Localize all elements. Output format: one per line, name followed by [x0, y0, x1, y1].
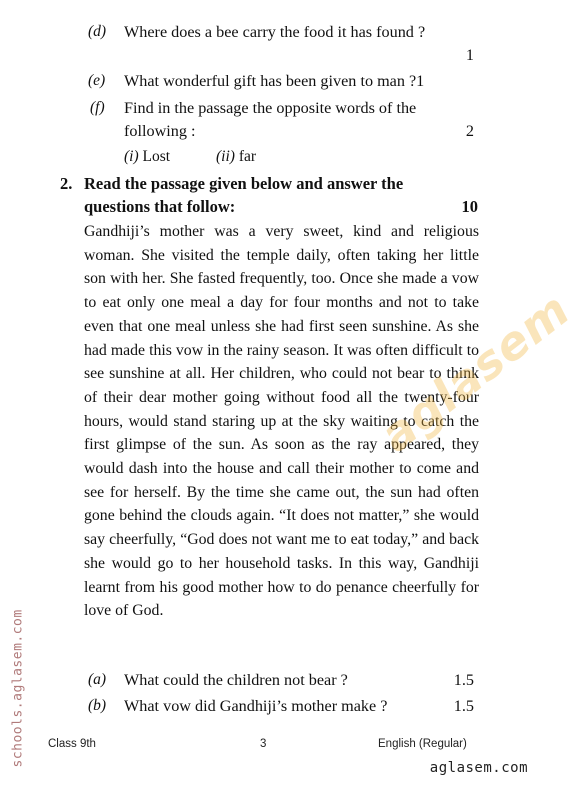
footer-subject: English (Regular) — [378, 738, 467, 750]
footer-class: Class 9th — [48, 738, 96, 750]
option-item — [216, 147, 256, 167]
section-number: 2. — [60, 174, 73, 193]
option-item — [124, 147, 170, 167]
subquestion-marks: 1.5 — [453, 697, 474, 715]
option-text: Lost — [142, 148, 171, 165]
question-label: (e) — [88, 72, 106, 89]
question-text-line2: following : — [124, 122, 196, 140]
question-text: What wonderful gift has been given to man ?1 — [124, 72, 425, 90]
passage-text: Gandhiji’s mother was a very sweet, kind and religious woman. She visited the temple daily, often taking her little son with her. She fasted frequently, too. Once she made a vow to eat only one meal a day for four months and not to take even that one meal unless she had first seen sunshine. As she had made this vow in the rainy season. It was often difficult to see sunshine at all. Her children, who could not bear to think of their dear mother going without food all the twenty-four hours, would stand staring up at the sky waiting to catch the first glimpse of the sun. As soon as the ray appeared, they would dash into the house and call their mother to come and see for herself. By the time she came out, the sun had often gone behind the clouds again. “It does not matter,” she would say cheerfully, “God does not want me to eat today,” and back she would go to her household tasks. In this way, Gandhiji learnt from his good mother how to do penance cheerfully for love of God. — [84, 223, 479, 620]
subquestion-text: What could the children not bear ? — [124, 671, 348, 689]
side-watermark: schools.aglasem.com — [10, 609, 26, 768]
subquestion-marks: 1.5 — [453, 671, 474, 689]
question-marks: 1 — [465, 46, 474, 64]
option-text: far — [238, 148, 257, 165]
subquestion-text: What vow did Gandhiji’s mother make ? — [124, 697, 388, 715]
option-label: (ii) — [216, 148, 235, 165]
question-text-line1: Find in the passage the opposite words of the — [124, 99, 417, 117]
section-marks: 10 — [461, 197, 478, 216]
bottom-watermark: aglasem.com — [429, 760, 528, 776]
option-label: (i) — [124, 148, 139, 165]
question-label: (f) — [90, 99, 105, 116]
subquestion-label: (a) — [88, 671, 107, 688]
question-text: Where does a bee carry the food it has found ? — [124, 23, 426, 41]
section-heading-line2: questions that follow: — [84, 197, 236, 216]
section-heading-line1: Read the passage given below and answer the — [84, 174, 404, 193]
footer-page-number: 3 — [260, 738, 267, 750]
question-marks: 2 — [465, 122, 474, 140]
diagonal-watermark: aglasem — [370, 281, 580, 463]
subquestion-label: (b) — [88, 697, 107, 714]
question-label: (d) — [88, 23, 107, 40]
